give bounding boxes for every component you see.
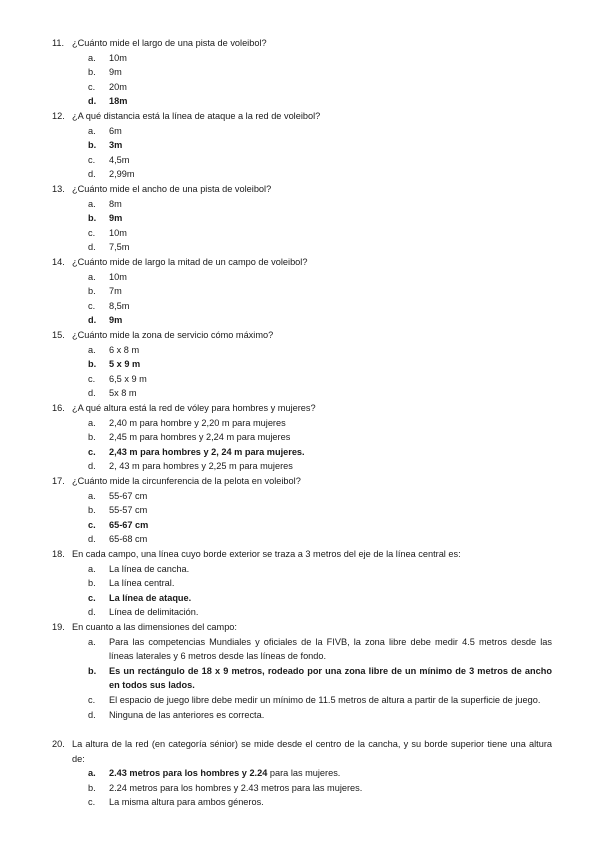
- question-number: 11.: [52, 38, 65, 48]
- option-text: Es un rectángulo de 18 x 9 metros, rodeado por una zona libre de un mínimo de 3 metros de ancho en todos sus lados.: [109, 665, 552, 691]
- option-text: 5x 8 m: [109, 388, 137, 399]
- question-11: [52, 36, 552, 109]
- question-18: [52, 547, 552, 620]
- option-d: [52, 708, 552, 723]
- option-letter: a.: [88, 636, 96, 647]
- option-letter: c.: [88, 154, 96, 165]
- option-text: 55-67 cm: [109, 490, 148, 501]
- option-letter: c.: [88, 592, 96, 603]
- option-letter: a.: [88, 768, 96, 779]
- option-c: [52, 299, 552, 314]
- option-text: 5 x 9 m: [109, 359, 141, 370]
- option-letter: d.: [88, 242, 96, 253]
- option-a: [52, 270, 552, 285]
- option-b: [52, 65, 552, 80]
- option-letter: c.: [88, 694, 96, 705]
- question-number: 16.: [52, 403, 65, 413]
- option-d: [52, 240, 552, 255]
- option-letter: c.: [88, 446, 96, 457]
- question-14: [52, 255, 552, 328]
- question-number: 19.: [52, 622, 65, 632]
- question-17: [52, 474, 552, 547]
- option-text: 6 x 8 m: [109, 344, 140, 355]
- option-a: [52, 124, 552, 139]
- option-text: 55-57 cm: [109, 505, 148, 516]
- option-letter: a.: [88, 344, 96, 355]
- option-d-correct: [52, 94, 552, 109]
- option-letter: a.: [88, 563, 96, 574]
- option-text: La línea de cancha.: [109, 563, 190, 574]
- option-text: 2,99m: [109, 169, 135, 180]
- option-letter: a.: [88, 490, 96, 501]
- question-number: 12.: [52, 111, 65, 121]
- option-c: [52, 153, 552, 168]
- option-letter: b.: [88, 782, 96, 793]
- option-text: El espacio de juego libre debe medir un mínimo de 11.5 metros de altura a partir de la superficie de juego.: [109, 694, 541, 705]
- question-text: ¿Cuánto mide el largo de una pista de voleibol?: [72, 38, 267, 48]
- question-number: 20.: [52, 739, 65, 749]
- question-15: [52, 328, 552, 401]
- option-letter: b.: [88, 578, 96, 589]
- option-text: 2,40 m para hombre y 2,20 m para mujeres: [109, 417, 286, 428]
- option-a: [52, 562, 552, 577]
- option-text: La línea central.: [109, 578, 175, 589]
- option-b: [52, 503, 552, 518]
- option-text: 8,5m: [109, 300, 130, 311]
- option-c-correct: [52, 591, 552, 606]
- option-letter: b.: [88, 213, 97, 224]
- option-text: 2, 43 m para hombres y 2,25 m para mujeres: [109, 461, 293, 472]
- option-text: 2,43 m para hombres y 2, 24 m para mujeres.: [109, 446, 305, 457]
- option-a: [52, 343, 552, 358]
- option-letter: d.: [88, 96, 97, 107]
- option-b-correct: [52, 357, 552, 372]
- option-letter: a.: [88, 198, 96, 209]
- option-text: 6,5 x 9 m: [109, 373, 147, 384]
- option-b-correct: [52, 664, 552, 693]
- option-b-correct: [52, 211, 552, 226]
- option-text: 10m: [109, 227, 127, 238]
- option-text: La misma altura para ambos géneros.: [109, 797, 264, 808]
- option-b-correct: [52, 138, 552, 153]
- option-text: 8m: [109, 198, 122, 209]
- option-text-bold-value: 2.24: [249, 768, 268, 779]
- option-b: [52, 284, 552, 299]
- option-text: 18m: [109, 96, 128, 107]
- option-a: [52, 197, 552, 212]
- option-text: 20m: [109, 81, 127, 92]
- question-text: En cada campo, una línea cuyo borde exterior se traza a 3 metros del eje de la línea central es:: [72, 549, 461, 559]
- option-text: 2,45 m para hombres y 2,24 m para mujeres: [109, 432, 291, 443]
- option-text: La línea de ataque.: [109, 592, 192, 603]
- option-text: 65-67 cm: [109, 519, 149, 530]
- option-letter: b.: [88, 359, 97, 370]
- option-a: [52, 51, 552, 66]
- option-c: [52, 80, 552, 95]
- question-text: ¿Cuánto mide la zona de servicio cómo máximo?: [72, 330, 274, 340]
- question-text: ¿Cuánto mide la circunferencia de la pelota en voleibol?: [72, 476, 301, 486]
- option-d: [52, 459, 552, 474]
- option-text: Ninguna de las anteriores es correcta.: [109, 709, 265, 720]
- option-text: Para las competencias Mundiales y oficiales de la FIVB, la zona libre debe medir 4.5 metros desde las líneas laterales y 6 metros desde las líneas de fondo.: [109, 636, 552, 662]
- question-text: ¿A qué altura está la red de vóley para hombres y mujeres?: [72, 403, 316, 413]
- option-a: [52, 416, 552, 431]
- option-letter: b.: [88, 67, 96, 78]
- option-d: [52, 532, 552, 547]
- option-letter: a.: [88, 271, 96, 282]
- option-letter: c.: [88, 81, 96, 92]
- question-12: [52, 109, 552, 182]
- option-letter: b.: [88, 286, 96, 297]
- option-c-correct: [52, 445, 552, 460]
- option-text: 9m: [109, 213, 123, 224]
- option-text: 10m: [109, 52, 127, 63]
- option-d-correct: [52, 313, 552, 328]
- question-number: 17.: [52, 476, 65, 486]
- option-letter: d.: [88, 607, 96, 618]
- question-16: [52, 401, 552, 474]
- question-text: La altura de la red (en categoría sénior) se mide desde el centro de la cancha, y su borde superior tiene una altura de:: [72, 739, 552, 764]
- option-letter: d.: [88, 388, 96, 399]
- option-text: 7,5m: [109, 242, 130, 253]
- option-d: [52, 605, 552, 620]
- option-c: [52, 372, 552, 387]
- option-text: 10m: [109, 271, 127, 282]
- option-b: [52, 430, 552, 445]
- option-c-correct: [52, 518, 552, 533]
- option-letter: c.: [88, 300, 96, 311]
- option-a: [52, 489, 552, 504]
- question-text: ¿Cuánto mide de largo la mitad de un campo de voleibol?: [72, 257, 308, 267]
- option-text-plain-part: para las mujeres.: [267, 768, 341, 779]
- option-d: [52, 386, 552, 401]
- question-text: ¿A qué distancia está la línea de ataque a la red de voleibol?: [72, 111, 321, 121]
- option-text: 2.24 metros para los hombres y 2.43 metros para las mujeres.: [109, 782, 363, 793]
- option-a-correct: [52, 766, 552, 781]
- option-d: [52, 167, 552, 182]
- question-text: En cuanto a las dimensiones del campo:: [72, 622, 237, 632]
- option-text: 9m: [109, 315, 123, 326]
- option-letter: b.: [88, 140, 97, 151]
- option-letter: c.: [88, 519, 96, 530]
- option-letter: b.: [88, 432, 96, 443]
- question-number: 15.: [52, 330, 65, 340]
- option-letter: c.: [88, 227, 96, 238]
- question-19: [52, 620, 552, 722]
- option-text: 3m: [109, 140, 123, 151]
- option-letter: d.: [88, 461, 96, 472]
- question-text: ¿Cuánto mide el ancho de una pista de voleibol?: [72, 184, 272, 194]
- option-letter: c.: [88, 373, 96, 384]
- option-b: [52, 781, 552, 796]
- option-c: [52, 226, 552, 241]
- option-text: 9m: [109, 67, 122, 78]
- option-letter: a.: [88, 125, 96, 136]
- option-c: [52, 795, 552, 810]
- option-letter: d.: [88, 169, 96, 180]
- option-letter: d.: [88, 315, 97, 326]
- option-text: Línea de delimitación.: [109, 607, 199, 618]
- option-text: [109, 766, 552, 781]
- question-number: 14.: [52, 257, 65, 267]
- option-letter: d.: [88, 709, 96, 720]
- option-letter: c.: [88, 797, 96, 808]
- option-letter: b.: [88, 505, 96, 516]
- option-letter: a.: [88, 417, 96, 428]
- question-number: 13.: [52, 184, 65, 194]
- option-letter: d.: [88, 534, 96, 545]
- question-13: [52, 182, 552, 255]
- option-letter: b.: [88, 665, 97, 676]
- option-c: [52, 693, 552, 708]
- question-number: 18.: [52, 549, 65, 559]
- option-text: 6m: [109, 125, 122, 136]
- option-text-bold-part: 2.43 metros para los hombres y: [109, 768, 250, 779]
- option-text: 65-68 cm: [109, 534, 148, 545]
- option-a: [52, 635, 552, 664]
- question-20: [52, 737, 552, 810]
- option-text: 7m: [109, 286, 122, 297]
- option-text: 4,5m: [109, 154, 130, 165]
- option-letter: a.: [88, 52, 96, 63]
- option-b: [52, 576, 552, 591]
